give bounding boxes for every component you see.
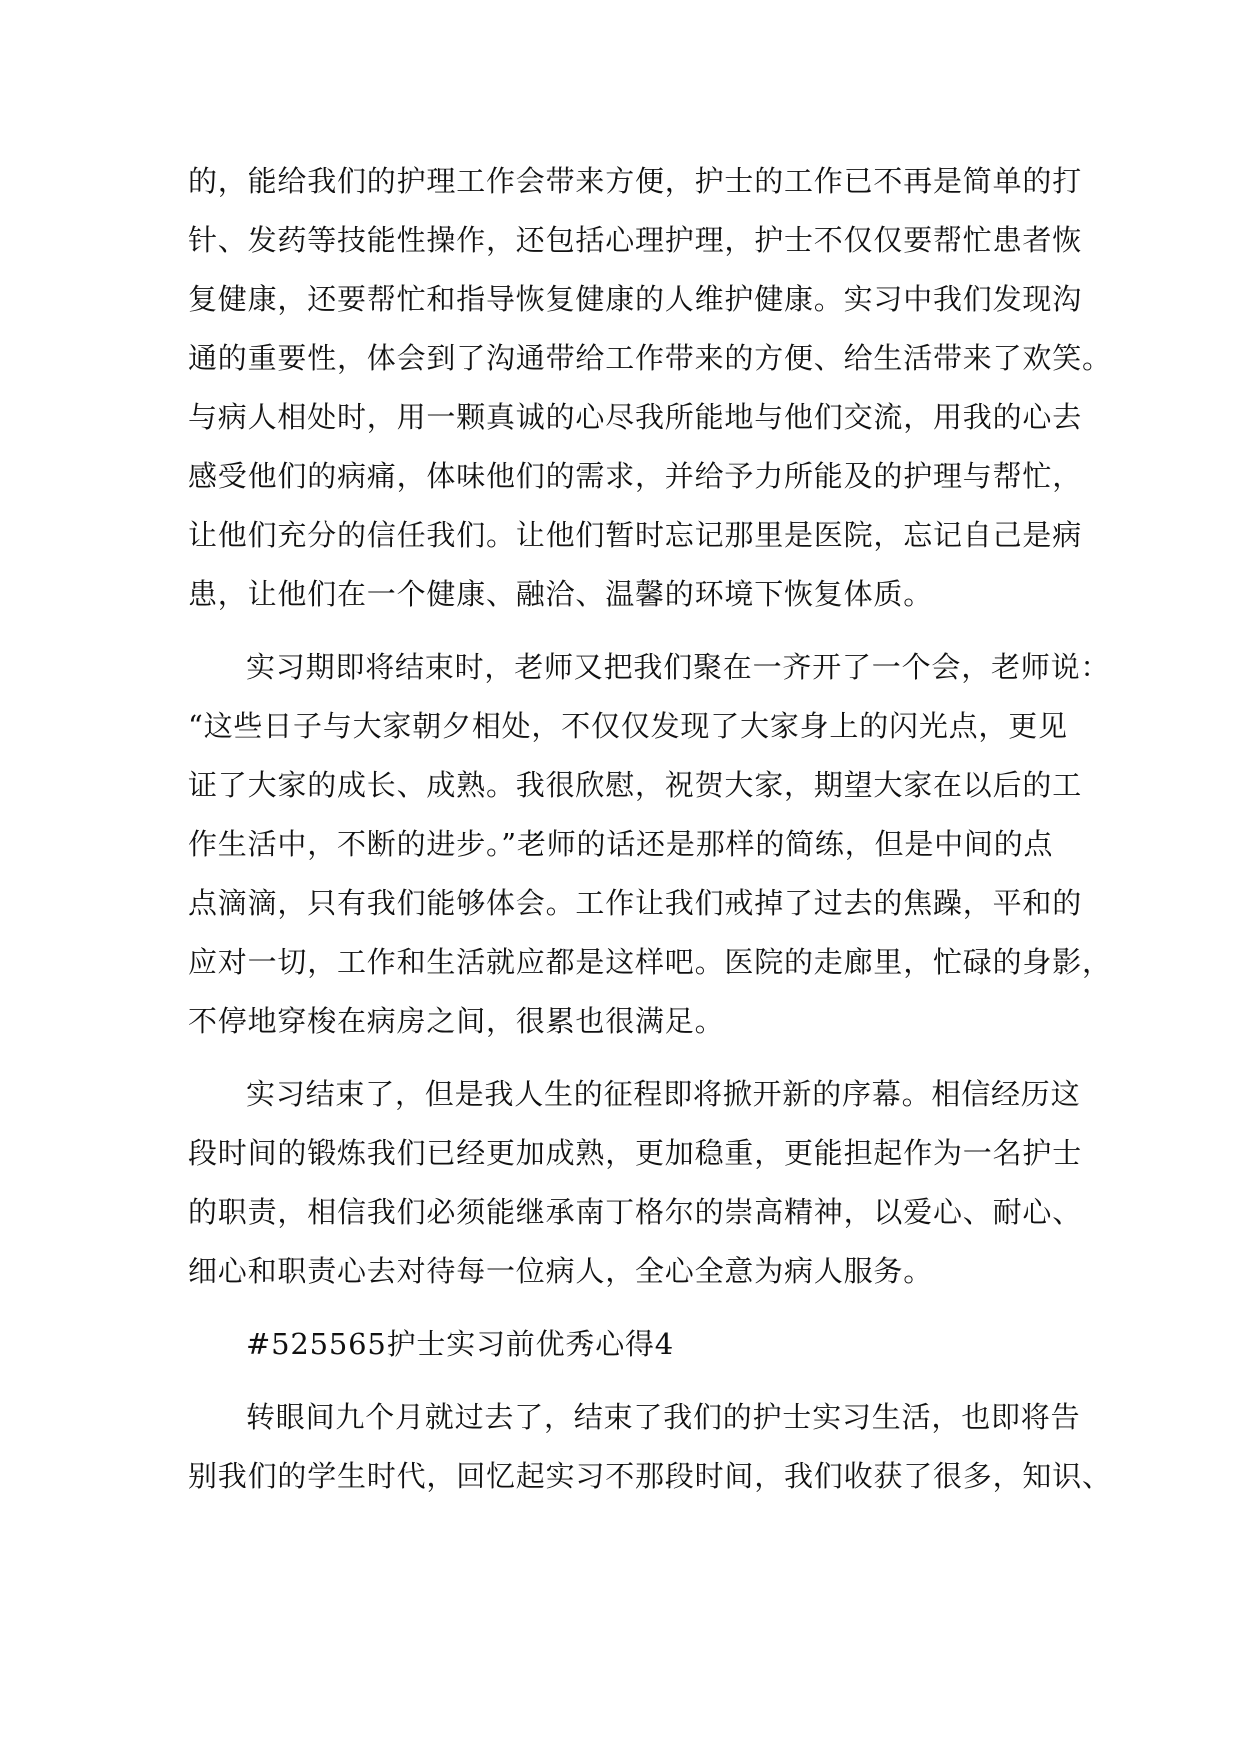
paragraph (188, 638, 1112, 1051)
heading-text: #525565护士实习前优秀心得4 (246, 1327, 675, 1361)
text-line: 的，能给我们的护理工作会带来方便，护士的工作已不再是简单的打 (188, 164, 1083, 198)
text-line: 针、发药等技能性操作，还包括心理护理，护士不仅仅要帮忙患者恢 (188, 223, 1083, 257)
paragraph (188, 152, 1112, 624)
text-line: 与病人相处时，用一颗真诚的心尽我所能地与他们交流，用我的心去 (188, 400, 1083, 434)
text-line: 复健康，还要帮忙和指导恢复健康的人维护健康。实习中我们发现沟 (188, 282, 1083, 316)
text-line: 点滴滴，只有我们能够体会。工作让我们戒掉了过去的焦躁，平和的 (188, 886, 1083, 920)
paragraph (188, 1388, 1112, 1506)
text-line: 实习期即将结束时，老师又把我们聚在一齐开了一个会，老师说： (246, 650, 1111, 684)
text-line: 转眼间九个月就过去了，结束了我们的护士实习生活，也即将告 (246, 1400, 1081, 1434)
text-line: 应对一切，工作和生活就应都是这样吧。医院的走廊里，忙碌的身影， (188, 945, 1112, 979)
document-body (188, 152, 1112, 1506)
text-line: 别我们的学生时代，回忆起实习不那段时间，我们收获了很多，知识、 (188, 1459, 1112, 1493)
text-line: 不停地穿梭在病房之间，很累也很满足。 (188, 1004, 725, 1038)
text-line: 段时间的锻炼我们已经更加成熟，更加稳重，更能担起作为一名护士 (188, 1136, 1083, 1170)
text-line: 通的重要性，体会到了沟通带给工作带来的方便、给生活带来了欢笑。 (188, 341, 1112, 375)
text-line: 证了大家的成长、成熟。我很欣慰，祝贺大家，期望大家在以后的工 (188, 768, 1083, 802)
text-line: 让他们充分的信任我们。让他们暂时忘记那里是医院，忘记自己是病 (188, 518, 1083, 552)
section-heading (188, 1315, 1058, 1374)
text-line: “这些日子与大家朝夕相处，不仅仅发现了大家身上的闪光点，更见 (188, 709, 1068, 743)
text-line: 细心和职责心去对待每一位病人，全心全意为病人服务。 (188, 1254, 934, 1288)
text-line: 患，让他们在一个健康、融洽、温馨的环境下恢复体质。 (188, 577, 934, 611)
text-line: 感受他们的病痛，体味他们的需求，并给予力所能及的护理与帮忙， (188, 459, 1083, 493)
text-line: 作生活中，不断的进步。”老师的话还是那样的简练，但是中间的点 (188, 827, 1054, 861)
text-line: 实习结束了，但是我人生的征程即将掀开新的序幕。相信经历这 (246, 1077, 1081, 1111)
paragraph (188, 1065, 1083, 1301)
text-line: 的职责，相信我们必须能继承南丁格尔的崇高精神，以爱心、耐心、 (188, 1195, 1083, 1229)
